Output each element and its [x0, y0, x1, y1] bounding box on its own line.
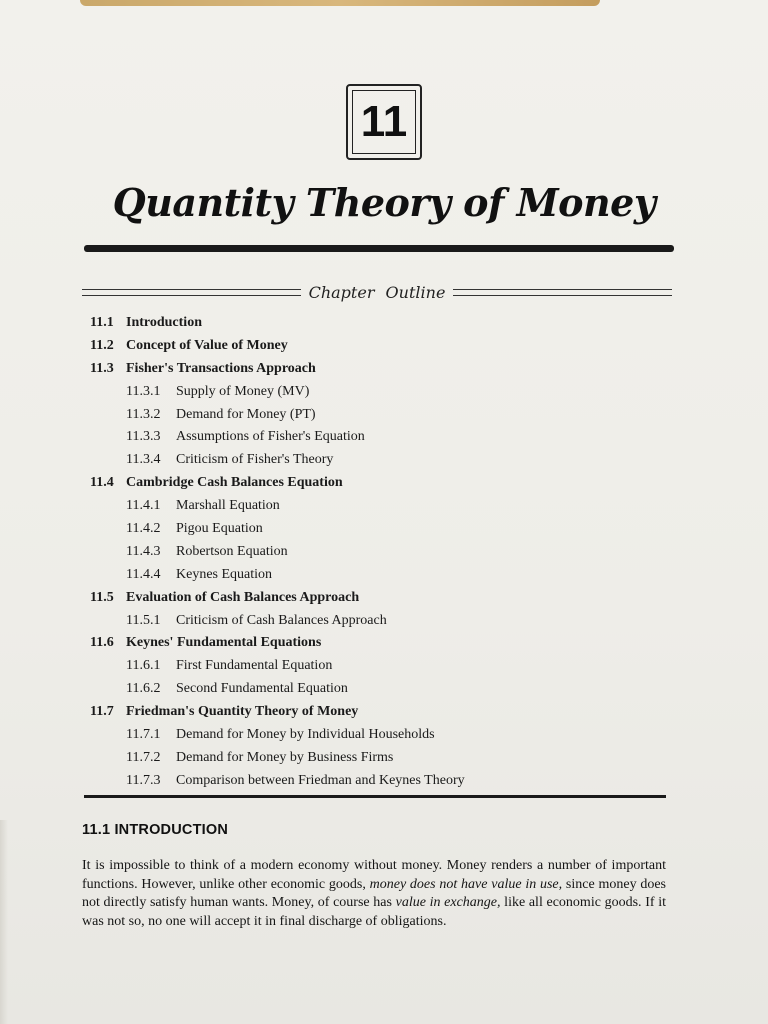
outline-item-number: 11.6 — [90, 635, 114, 651]
title-rule — [84, 245, 674, 252]
outline-item-title: Keynes' Fundamental Equations — [126, 635, 322, 651]
outline-item-title: Demand for Money by Individual Households — [176, 727, 435, 743]
outline-item-title: Criticism of Fisher's Theory — [176, 452, 334, 468]
outline-end-rule — [84, 795, 666, 798]
outline-item-number: 11.7.2 — [126, 749, 161, 765]
outline-item-title: Marshall Equation — [176, 498, 280, 514]
outline-item-number: 11.3.4 — [126, 452, 161, 468]
page-top-edge — [80, 0, 600, 6]
outline-item-title: Evaluation of Cash Balances Approach — [126, 589, 360, 605]
intro-paragraph — [82, 857, 666, 931]
outline-item-number: 11.7.1 — [126, 727, 161, 743]
outline-item-title: Keynes Equation — [176, 566, 273, 582]
outline-item-title: Cambridge Cash Balances Equation — [126, 475, 343, 491]
paragraph-italic-run: money does not have value in use, — [369, 876, 563, 892]
outline-section-item — [90, 358, 690, 381]
outline-subsection-item — [90, 449, 690, 472]
paragraph-text-run: It is impossible to think of a modern economy without money. Money renders a number of important functions. However, unlike other economic goods, — [82, 858, 666, 892]
page-edge-shadow — [0, 820, 8, 1024]
outline-item-number: 11.4.3 — [126, 543, 161, 559]
chapter-number-box — [346, 84, 422, 160]
outline-subsection-item — [90, 518, 690, 541]
outline-item-number: 11.7 — [90, 704, 114, 720]
outline-item-title: Second Fundamental Equation — [176, 681, 348, 697]
outline-item-title: Friedman's Quantity Theory of Money — [126, 704, 359, 720]
outline-item-title: Assumptions of Fisher's Equation — [176, 429, 365, 445]
outline-item-title: Demand for Money (PT) — [176, 406, 316, 422]
chapter-outline-list — [90, 312, 690, 793]
outline-item-title: Fisher's Transactions Approach — [126, 360, 316, 376]
outline-subsection-item — [90, 724, 690, 747]
section-heading: 11.1 INTRODUCTION — [82, 822, 229, 838]
outline-subsection-item — [90, 426, 690, 449]
outline-section-item — [90, 472, 690, 495]
outline-item-number: 11.4.2 — [126, 521, 161, 537]
outline-rule-left — [82, 289, 301, 296]
outline-item-number: 11.6.2 — [126, 681, 161, 697]
chapter-outline-header — [82, 280, 672, 304]
outline-item-title: Robertson Equation — [176, 543, 288, 559]
outline-subsection-item — [90, 404, 690, 427]
outline-subsection-item — [90, 747, 690, 770]
paragraph-text-run: like all economic goods. If it was not so, no one will accept it in final discharge of obligations. — [82, 895, 666, 929]
outline-subsection-item — [90, 495, 690, 518]
outline-section-item — [90, 587, 690, 610]
outline-section-item — [90, 335, 690, 358]
outline-section-item — [90, 632, 690, 655]
chapter-number: 11 — [352, 90, 416, 154]
outline-item-number: 11.3.2 — [126, 406, 161, 422]
outline-item-number: 11.3 — [90, 360, 114, 376]
outline-item-number: 11.4.1 — [126, 498, 161, 514]
outline-item-title: Pigou Equation — [176, 521, 263, 537]
outline-item-number: 11.6.1 — [126, 658, 161, 674]
outline-subsection-item — [90, 381, 690, 404]
outline-subsection-item — [90, 564, 690, 587]
outline-section-item — [90, 312, 690, 335]
outline-item-number: 11.1 — [90, 315, 114, 330]
outline-section-item — [90, 701, 690, 724]
outline-item-title: Criticism of Cash Balances Approach — [176, 612, 387, 628]
outline-item-title: Demand for Money by Business Firms — [176, 749, 394, 765]
outline-item-number: 11.4.4 — [126, 566, 161, 582]
outline-item-title: First Fundamental Equation — [176, 658, 333, 674]
outline-label: Chapter Outline — [308, 282, 446, 302]
outline-item-title: Comparison between Friedman and Keynes Theory — [176, 772, 465, 788]
outline-subsection-item — [90, 610, 690, 633]
outline-item-number: 11.2 — [90, 337, 114, 353]
outline-item-title: Concept of Value of Money — [126, 337, 288, 353]
paragraph-italic-run: value in exchange, — [395, 895, 501, 910]
outline-item-title: Supply of Money (MV) — [176, 383, 310, 399]
outline-item-number: 11.7.3 — [126, 772, 161, 788]
outline-subsection-item — [90, 678, 690, 701]
outline-subsection-item — [90, 770, 690, 793]
outline-item-number: 11.3.1 — [126, 383, 161, 399]
chapter-title: Quantity Theory of Money — [112, 180, 656, 225]
outline-item-number: 11.4 — [90, 475, 114, 491]
outline-item-number: 11.5 — [90, 589, 114, 605]
outline-subsection-item — [90, 655, 690, 678]
outline-item-number: 11.5.1 — [126, 612, 161, 628]
outline-rule-right — [453, 289, 672, 296]
outline-item-title: Introduction — [126, 315, 202, 330]
outline-item-number: 11.3.3 — [126, 429, 161, 445]
paragraph-text-run: since money does not directly satisfy human wants. Money, of course has — [82, 876, 667, 910]
outline-subsection-item — [90, 541, 690, 564]
